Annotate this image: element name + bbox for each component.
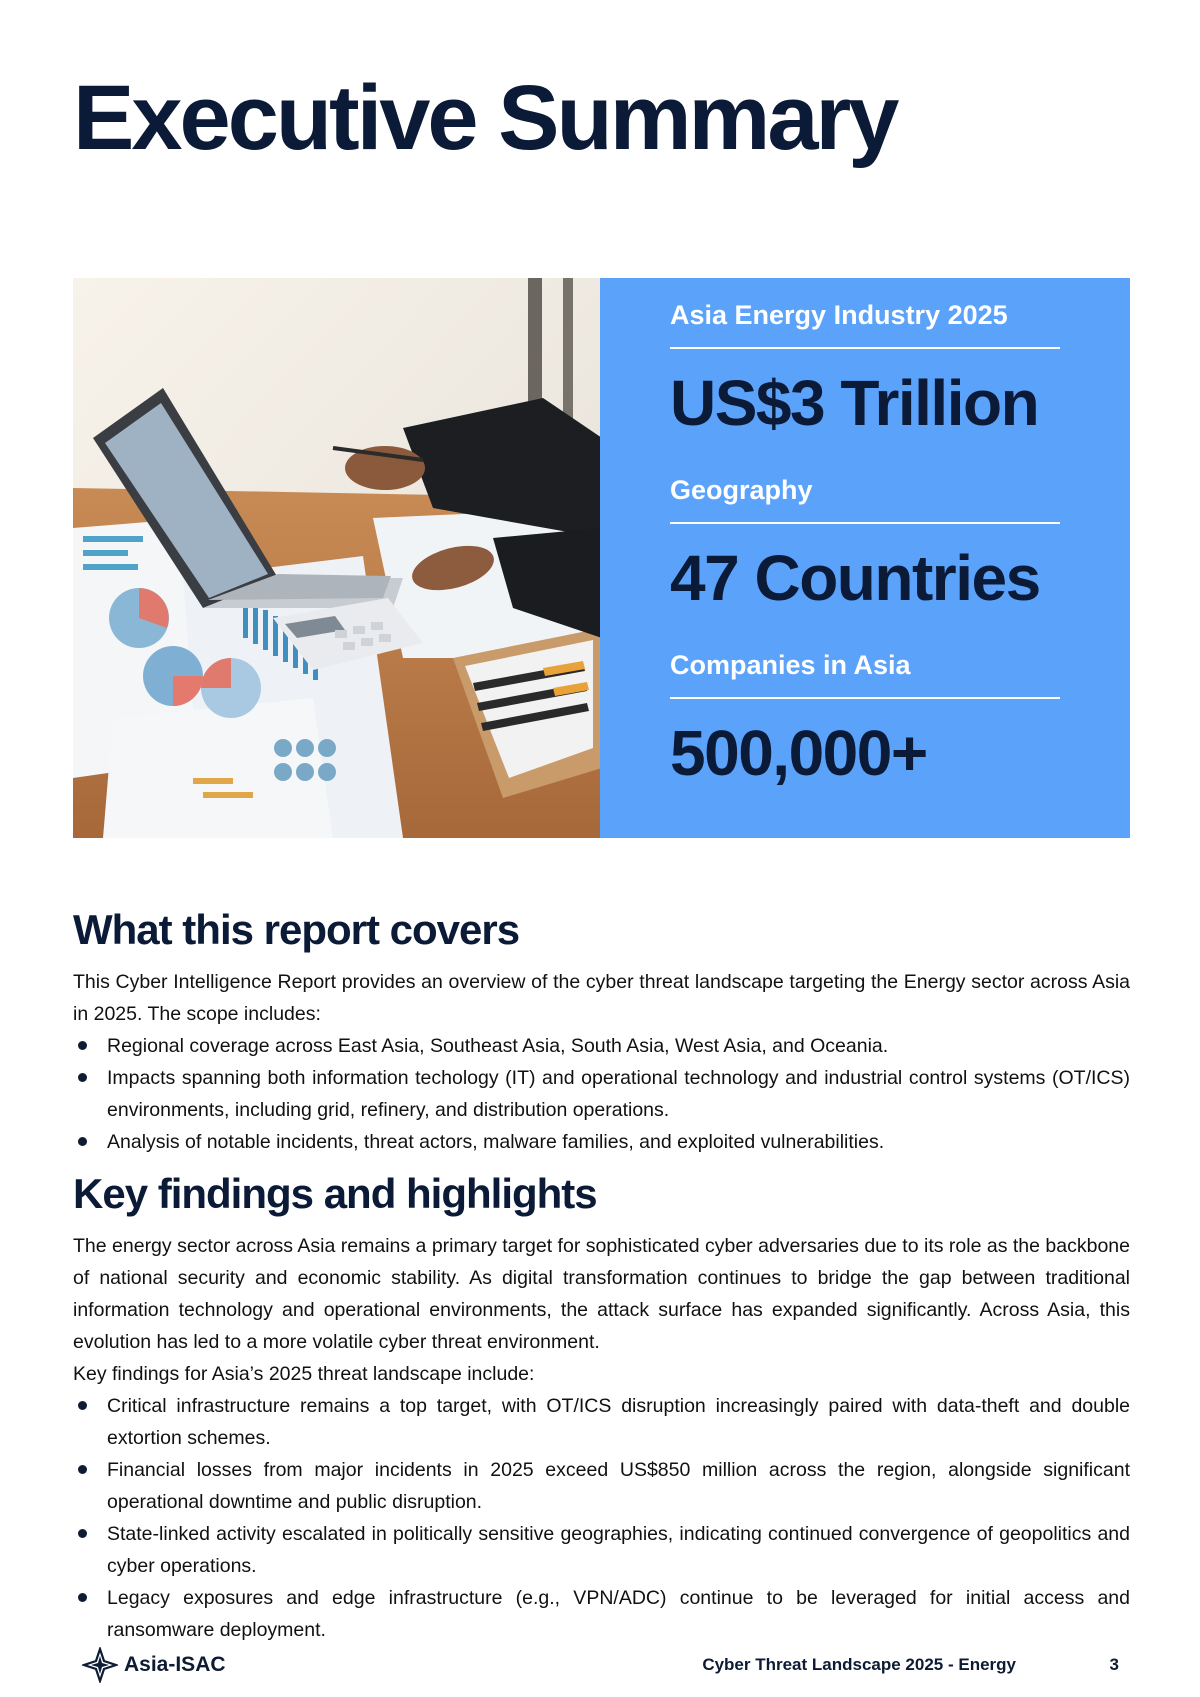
list-item-text: Legacy exposures and edge infrastructure (e.g., VPN/ADC) continue to be leveraged for initial access and ransomware deployment. xyxy=(107,1587,1130,1641)
list-item xyxy=(73,1062,1130,1126)
list-item xyxy=(73,1390,1130,1454)
list-item xyxy=(73,1582,1130,1646)
hero-banner xyxy=(73,278,1130,838)
list-item-text: Analysis of notable incidents, threat actors, malware families, and exploited vulnerabilities. xyxy=(107,1131,885,1153)
list-item-text: Financial losses from major incidents in 2025 exceed US$850 million across the region, alongside significant operational downtime and public disruption. xyxy=(107,1459,1130,1513)
findings-body xyxy=(73,1230,1130,1646)
hero-stats-panel xyxy=(600,278,1130,838)
covers-bullet-list xyxy=(73,1030,1130,1158)
hero-photo xyxy=(73,278,600,838)
stat-label-geography: Geography xyxy=(670,475,1060,524)
logo-text: Asia-ISAC xyxy=(124,1653,226,1676)
office-desk-photo-illustration xyxy=(73,278,600,838)
bullet-dot xyxy=(78,1465,87,1474)
list-item xyxy=(73,1126,1130,1158)
list-item xyxy=(73,1454,1130,1518)
stat-label-industry: Asia Energy Industry 2025 xyxy=(670,300,1060,349)
list-item xyxy=(73,1030,1130,1062)
list-item-text: Impacts spanning both information techology (IT) and operational technology and industrial control systems (OT/ICS) environments, including grid, refinery, and distribution operations. xyxy=(107,1067,1130,1121)
findings-bullet-list xyxy=(73,1390,1130,1646)
footer-title: Cyber Threat Landscape 2025 - Energy xyxy=(702,1655,1016,1674)
stat-value-companies: 500,000+ xyxy=(670,717,927,789)
findings-lead: Key findings for Asia’s 2025 threat landscape include: xyxy=(73,1363,535,1385)
covers-heading: What this report covers xyxy=(73,906,520,953)
bullet-dot xyxy=(78,1401,87,1410)
bullet-dot xyxy=(78,1593,87,1602)
bullet-dot xyxy=(78,1137,87,1146)
findings-heading: Key findings and highlights xyxy=(73,1170,597,1217)
list-item-text: Critical infrastructure remains a top target, with OT/ICS disruption increasingly paired with data-theft and double extortion schemes. xyxy=(107,1395,1130,1449)
footer-logo xyxy=(82,1647,226,1683)
list-item-text: State-linked activity escalated in politically sensitive geographies, indicating continued convergence of geopolitics and cyber operations. xyxy=(107,1523,1130,1577)
covers-body xyxy=(73,966,1130,1158)
bullet-dot xyxy=(78,1041,87,1050)
list-item-text: Regional coverage across East Asia, Southeast Asia, South Asia, West Asia, and Oceania. xyxy=(107,1035,889,1057)
stat-label-companies: Companies in Asia xyxy=(670,650,1060,699)
bullet-dot xyxy=(78,1529,87,1538)
page-title: Executive Summary xyxy=(73,67,897,169)
asia-isac-logo-icon xyxy=(82,1647,118,1683)
stat-value-geography: 47 Countries xyxy=(670,542,1040,614)
covers-intro: This Cyber Intelligence Report provides an overview of the cyber threat landscape targeting the Energy sector across Asia in 2025. The scope includes: xyxy=(73,971,1130,1025)
page-number: 3 xyxy=(1109,1655,1119,1674)
stat-value-industry: US$3 Trillion xyxy=(670,367,1039,439)
findings-intro: The energy sector across Asia remains a primary target for sophisticated cyber adversaries due to its role as the backbone of national security and economic stability. As digital transformation continues to bridge the gap between traditional information technology and operational environments, the attack surface has expanded significantly. Across Asia, this evolution has led to a more volatile cyber threat environment. xyxy=(73,1235,1130,1353)
bullet-dot xyxy=(78,1073,87,1082)
list-item xyxy=(73,1518,1130,1582)
